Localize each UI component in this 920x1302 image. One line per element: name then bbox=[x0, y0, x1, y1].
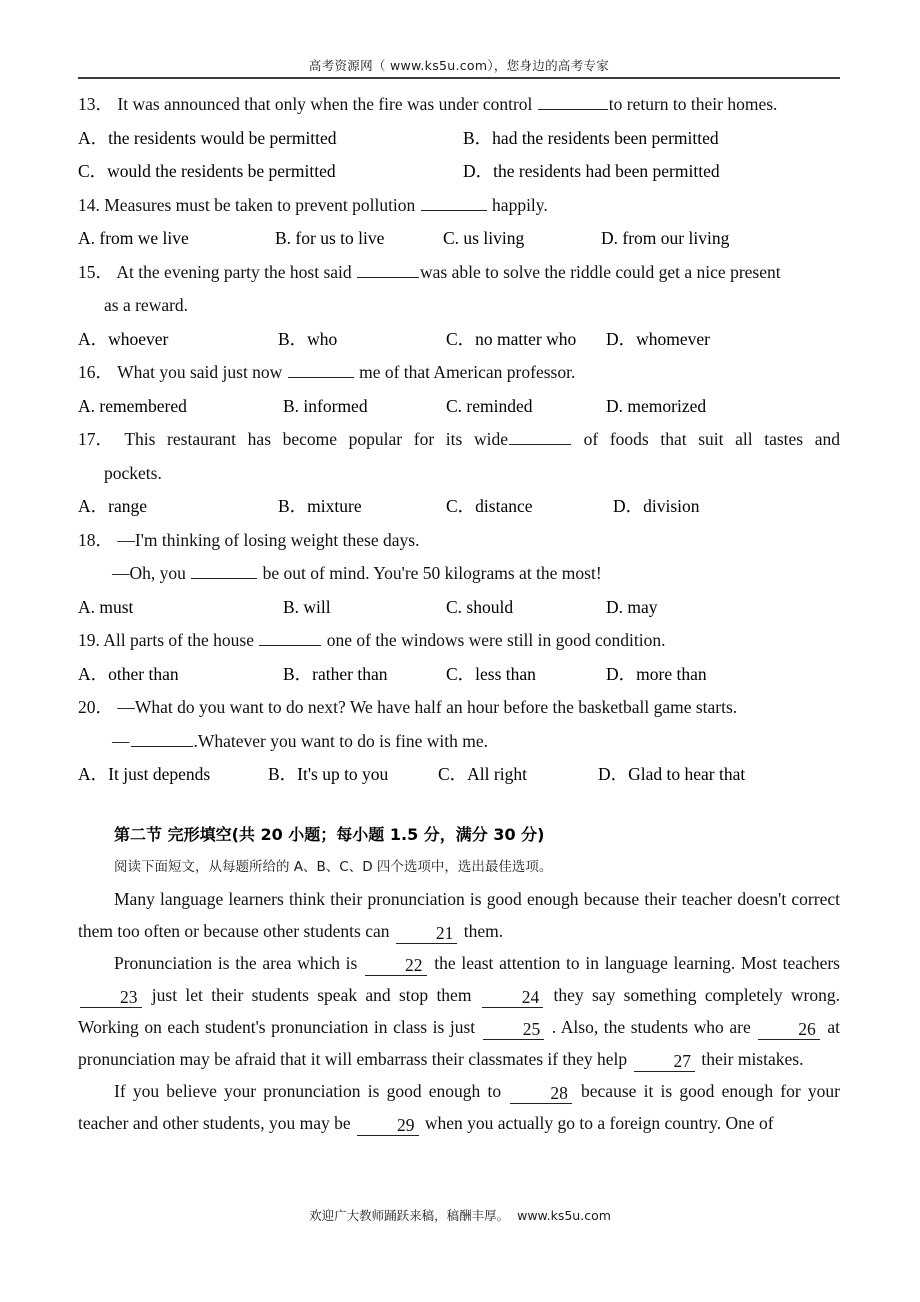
question-17-option-d[interactable]: D．division bbox=[613, 496, 700, 516]
question-15-options-row bbox=[78, 323, 840, 357]
question-16-options-row bbox=[78, 390, 840, 424]
question-16-option-d[interactable]: D. memorized bbox=[606, 395, 707, 416]
question-16-option-c[interactable]: C. reminded bbox=[446, 395, 533, 416]
question-19-option-c[interactable]: C．less than bbox=[446, 663, 536, 684]
cloze-paragraph-3: If you believe your pronunciation is good enough to 28 because it is good enough for your teacher and other students, you may be 29 when you actually go to a foreign country. One of bbox=[78, 1080, 840, 1135]
question-20-option-c[interactable]: C．All right bbox=[438, 764, 527, 784]
question-15-stem-before: At the evening party the host said bbox=[116, 261, 352, 282]
question-14-stem-after: happily. bbox=[492, 194, 548, 215]
question-13-option-d[interactable]: D．the residents had been permitted bbox=[463, 161, 720, 181]
question-13-blank bbox=[538, 94, 608, 110]
question-16-stem-after: me of that American professor. bbox=[359, 362, 576, 382]
cloze-blank-23[interactable]: 23 bbox=[80, 987, 142, 1008]
cloze-blank-28[interactable]: 28 bbox=[510, 1083, 572, 1104]
question-16-blank bbox=[288, 362, 354, 378]
question-14-option-b[interactable]: B. for us to live bbox=[275, 228, 385, 248]
cloze-blank-26[interactable]: 26 bbox=[758, 1019, 820, 1040]
question-13-option-c[interactable]: C．would the residents be permitted bbox=[78, 161, 336, 181]
cloze-blank-27[interactable]: 27 bbox=[634, 1051, 696, 1072]
question-18-options-row bbox=[78, 591, 840, 625]
question-13-option-b[interactable]: B．had the residents been permitted bbox=[463, 127, 719, 148]
question-20-option-b[interactable]: B．It's up to you bbox=[268, 764, 389, 784]
page-content bbox=[78, 88, 840, 1139]
question-20-stem bbox=[78, 691, 840, 725]
question-19-number: 19. bbox=[78, 630, 100, 650]
question-18-dialog-before: —Oh, you bbox=[112, 563, 186, 583]
question-15-option-a[interactable]: A．whoever bbox=[78, 328, 169, 349]
question-18-dialog-line bbox=[78, 557, 840, 591]
question-17-blank bbox=[509, 429, 571, 445]
question-18-option-c[interactable]: C. should bbox=[446, 596, 514, 617]
question-16-option-b[interactable]: B. informed bbox=[283, 395, 368, 416]
page-footer bbox=[0, 1206, 920, 1224]
question-15-option-c[interactable]: C．no matter who bbox=[446, 328, 577, 349]
question-13-stem-after: to return to their homes. bbox=[608, 94, 778, 114]
question-13-number: 13． bbox=[78, 94, 113, 114]
question-19-options-row bbox=[78, 658, 840, 692]
question-20-dialog-before: — bbox=[112, 730, 130, 751]
cloze-paragraph-1: Many language learners think their pronunciation is good enough because their teacher doesn't correct them too often or because other students can 21 them. bbox=[78, 888, 840, 943]
question-16-number: 16． bbox=[78, 362, 113, 382]
question-16-stem-before: What you said just now bbox=[117, 362, 283, 382]
question-20-option-d[interactable]: D．Glad to hear that bbox=[598, 764, 746, 784]
question-20-dialog-after: .Whatever you want to do is fine with me. bbox=[193, 730, 489, 751]
question-20-options-row bbox=[78, 758, 840, 792]
question-15-number: 15． bbox=[78, 261, 113, 282]
question-13-options-row-1 bbox=[78, 122, 840, 156]
question-14-number: 14. bbox=[78, 194, 100, 215]
cloze-paragraph-2: Pronunciation is the area which is 22 the least attention to in language learning. Most teachers 23 just let their students speak and stop them 24 they say something completely wrong. Working on each student's pronunciation in class is just 25 . Also, the students who are 26 at pronunciation may be afraid that it will embarrass their classmates if they help 27 their mistakes. bbox=[78, 952, 840, 1071]
question-19-stem-before: All parts of the house bbox=[103, 630, 254, 650]
question-18-blank bbox=[191, 563, 257, 579]
question-20-blank bbox=[131, 731, 193, 747]
section-2-heading: 第二节 完形填空(共 20 小题；每小题 1.5 分，满分 30 分) bbox=[114, 824, 545, 844]
question-14-option-a[interactable]: A. from we live bbox=[78, 228, 189, 248]
question-19-option-b[interactable]: B．rather than bbox=[283, 663, 388, 684]
question-15-blank bbox=[357, 262, 419, 278]
cloze-blank-29[interactable]: 29 bbox=[357, 1115, 419, 1136]
header-divider bbox=[78, 77, 840, 79]
section-spacer bbox=[78, 792, 840, 818]
question-19-option-a[interactable]: A．other than bbox=[78, 663, 179, 684]
cloze-blank-25[interactable]: 25 bbox=[483, 1019, 545, 1040]
question-13-options-row-2 bbox=[78, 155, 840, 189]
question-18-dialog-after: be out of mind. You're 50 kilograms at the most! bbox=[262, 563, 602, 583]
question-19-stem-after: one of the windows were still in good condition. bbox=[326, 630, 666, 650]
question-13-stem-before: It was announced that only when the fire was under control bbox=[117, 94, 533, 114]
question-16-option-a[interactable]: A. remembered bbox=[78, 395, 187, 416]
question-15-option-d[interactable]: D．whomever bbox=[606, 328, 711, 349]
question-19-option-d[interactable]: D．more than bbox=[606, 663, 707, 684]
question-13-option-a[interactable]: A．the residents would be permitted bbox=[78, 127, 337, 148]
cloze-blank-22[interactable]: 22 bbox=[365, 955, 427, 976]
question-17-stem-after: of foods that suit all tastes and bbox=[583, 429, 841, 449]
question-15-stem-after: was able to solve the riddle could get a nice present bbox=[420, 261, 781, 282]
question-17-option-a[interactable]: A．range bbox=[78, 496, 148, 516]
question-14-options-row bbox=[78, 222, 840, 256]
question-20-stem-before: —What do you want to do next? We have half an hour before the basketball game starts. bbox=[117, 697, 738, 717]
question-17-option-c[interactable]: C．distance bbox=[446, 496, 533, 516]
question-14-stem-before: Measures must be taken to prevent pollution bbox=[104, 194, 416, 215]
question-18-option-a[interactable]: A. must bbox=[78, 596, 134, 617]
question-17-stem bbox=[78, 423, 840, 457]
question-17-stem-before: This restaurant has become popular for its wide bbox=[124, 429, 508, 449]
question-17-number: 17． bbox=[78, 429, 113, 449]
question-20-number: 20． bbox=[78, 697, 113, 717]
question-18-option-b[interactable]: B. will bbox=[283, 596, 331, 617]
header-watermark-text: 高考资源网（ www.ks5u.com），您身边的高考专家 bbox=[308, 58, 610, 73]
cloze-blank-21[interactable]: 21 bbox=[396, 923, 458, 944]
question-17-option-b[interactable]: B．mixture bbox=[278, 496, 362, 516]
question-18-number: 18． bbox=[78, 529, 113, 550]
footer-url: www.ks5u.com bbox=[517, 1208, 611, 1223]
question-16-stem bbox=[78, 356, 840, 390]
question-15-stem-line2: as a reward. bbox=[104, 295, 189, 315]
question-15-option-b[interactable]: B．who bbox=[278, 328, 338, 349]
question-18-stem-before: —I'm thinking of losing weight these days. bbox=[117, 529, 420, 550]
page-header bbox=[78, 58, 840, 79]
question-15-stem bbox=[78, 256, 840, 290]
question-17-stem-line2: pockets. bbox=[104, 462, 162, 483]
question-14-stem bbox=[78, 189, 840, 223]
question-20-dialog-line bbox=[78, 725, 840, 759]
question-14-option-d[interactable]: D. from our living bbox=[601, 228, 730, 248]
question-18-stem bbox=[78, 524, 840, 558]
cloze-blank-24[interactable]: 24 bbox=[482, 987, 544, 1008]
footer-text: 欢迎广大教师踊跃来稿，稿酬丰厚。 bbox=[309, 1208, 510, 1223]
question-13-stem bbox=[78, 88, 840, 122]
question-19-blank bbox=[259, 630, 321, 646]
section-2-instruction: 阅读下面短文，从每题所给的 A、B、C、D 四个选项中，选出最佳选项。 bbox=[114, 858, 553, 875]
question-17-options-row bbox=[78, 490, 840, 524]
question-14-option-c[interactable]: C. us living bbox=[443, 228, 525, 248]
question-19-stem bbox=[78, 624, 840, 658]
question-18-option-d[interactable]: D. may bbox=[606, 596, 658, 617]
question-14-blank bbox=[421, 195, 487, 211]
question-20-option-a[interactable]: A．It just depends bbox=[78, 764, 211, 784]
